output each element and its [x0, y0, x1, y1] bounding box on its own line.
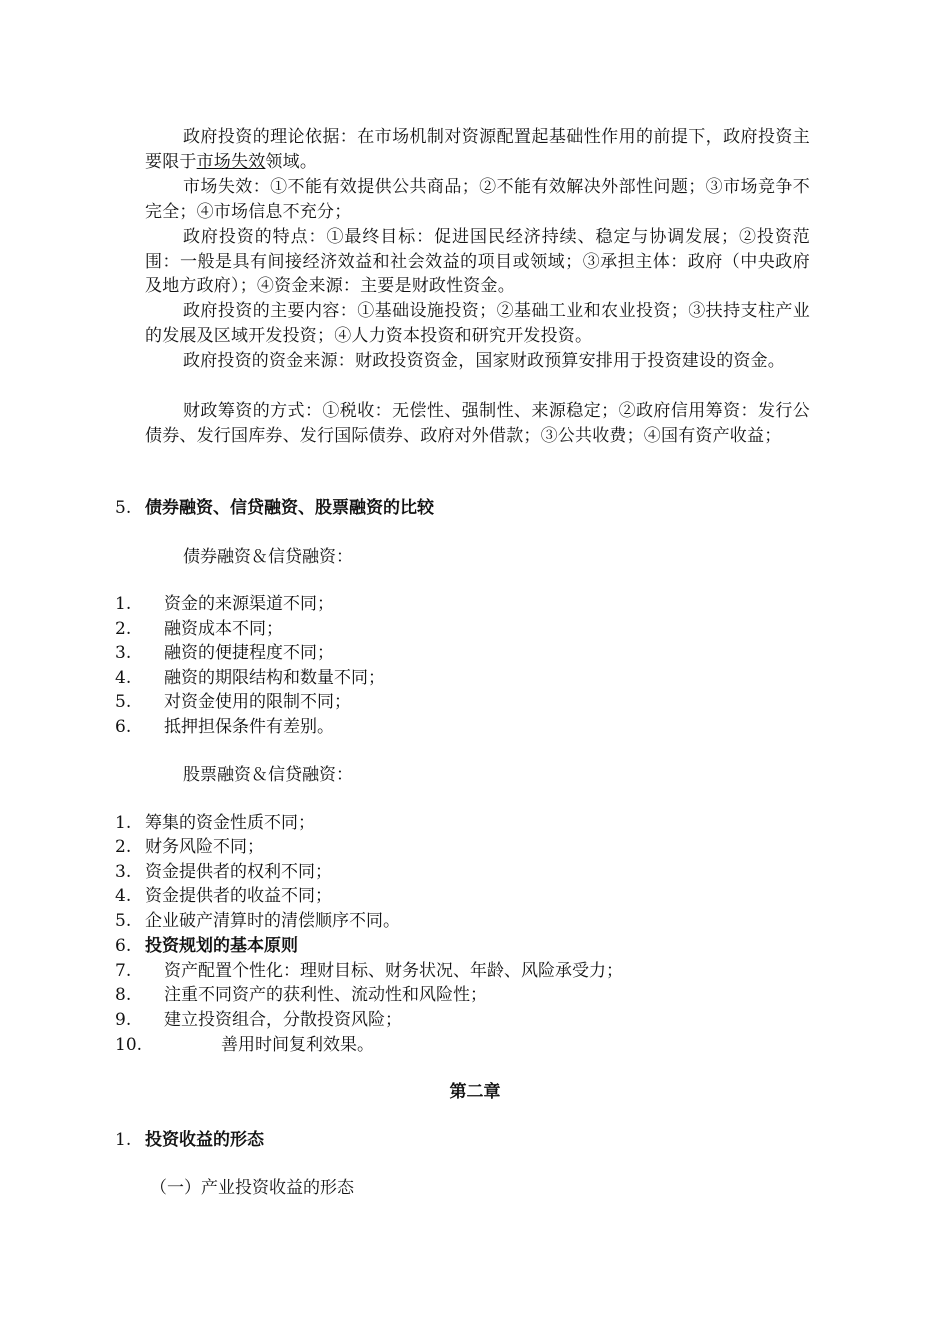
subheading-stock-credit: 股票融资＆信贷融资：	[183, 765, 353, 785]
list-item: 3. 资金提供者的权利不同；	[115, 862, 332, 882]
section-number: 5.	[115, 498, 132, 518]
list-item: 1. 资金的来源渠道不同；	[115, 594, 334, 614]
list-item: 1. 筹集的资金性质不同；	[115, 813, 315, 833]
list-item: 10. 善用时间复利效果。	[115, 1035, 374, 1055]
paragraph-content: 政府投资的主要内容：①基础设施投资；②基础工业和农业投资；③扶持支柱产业的发展及区域开发投资；④人力资本投资和研究开发投资。	[145, 301, 810, 346]
list-item: 8. 注重不同资产的获利性、流动性和风险性；	[115, 985, 487, 1005]
list-item: 2. 财务风险不同；	[115, 837, 264, 857]
list-item: 5. 对资金使用的限制不同；	[115, 692, 351, 712]
list-item: 7. 资产配置个性化：理财目标、财务状况、年龄、风险承受力；	[115, 961, 623, 981]
paragraph-market-failure: 市场失效：①不能有效提供公共商品；②不能有效解决外部性问题；③市场竞争不完全；④市场信息不充分；	[145, 177, 810, 222]
paragraph-raising: 财政筹资的方式：①税收：无偿性、强制性、来源稳定；②政府信用筹资：发行公债券、发行国库券、发行国际债券、政府对外借款；③公共收费；④国有资产收益；	[145, 401, 810, 446]
paragraph-theory: 政府投资的理论依据：在市场机制对资源配置起基础性作用的前提下，政府投资主要限于市场失效领域。	[145, 127, 810, 172]
list-item: 3. 融资的便捷程度不同；	[115, 643, 334, 663]
paragraph-features: 政府投资的特点：①最终目标：促进国民经济持续、稳定与协调发展；②投资范围：一般是具有间接经济效益和社会效益的项目或领域；③承担主体：政府（中央政府及地方政府）；④资金来源：主要是财政性资金。	[145, 227, 810, 296]
subheading-industry-income: （一）产业投资收益的形态	[150, 1178, 354, 1198]
list-item: 4. 融资的期限结构和数量不同；	[115, 668, 385, 688]
section-title: 债券融资、信贷融资、股票融资的比较	[145, 498, 434, 518]
section-heading-5	[0, 496, 950, 521]
list-item: 6. 抵押担保条件有差别。	[115, 717, 334, 737]
list-item: 9. 建立投资组合，分散投资风险；	[115, 1010, 402, 1030]
section-heading-6: 6. 投资规划的基本原则	[115, 936, 298, 956]
list-item: 4. 资金提供者的收益不同；	[115, 886, 332, 906]
list-item: 2. 融资成本不同；	[115, 619, 283, 639]
subheading-bond-credit: 债券融资＆信贷融资：	[183, 547, 353, 567]
paragraph-funding: 政府投资的资金来源：财政投资资金，国家财政预算安排用于投资建设的资金。	[183, 351, 785, 371]
chapter-title: 第二章	[449, 1082, 501, 1102]
list-item: 5. 企业破产清算时的清偿顺序不同。	[115, 911, 400, 931]
section-heading-1: 1. 投资收益的形态	[115, 1130, 264, 1150]
underlined-term: 市场失效	[196, 151, 266, 172]
